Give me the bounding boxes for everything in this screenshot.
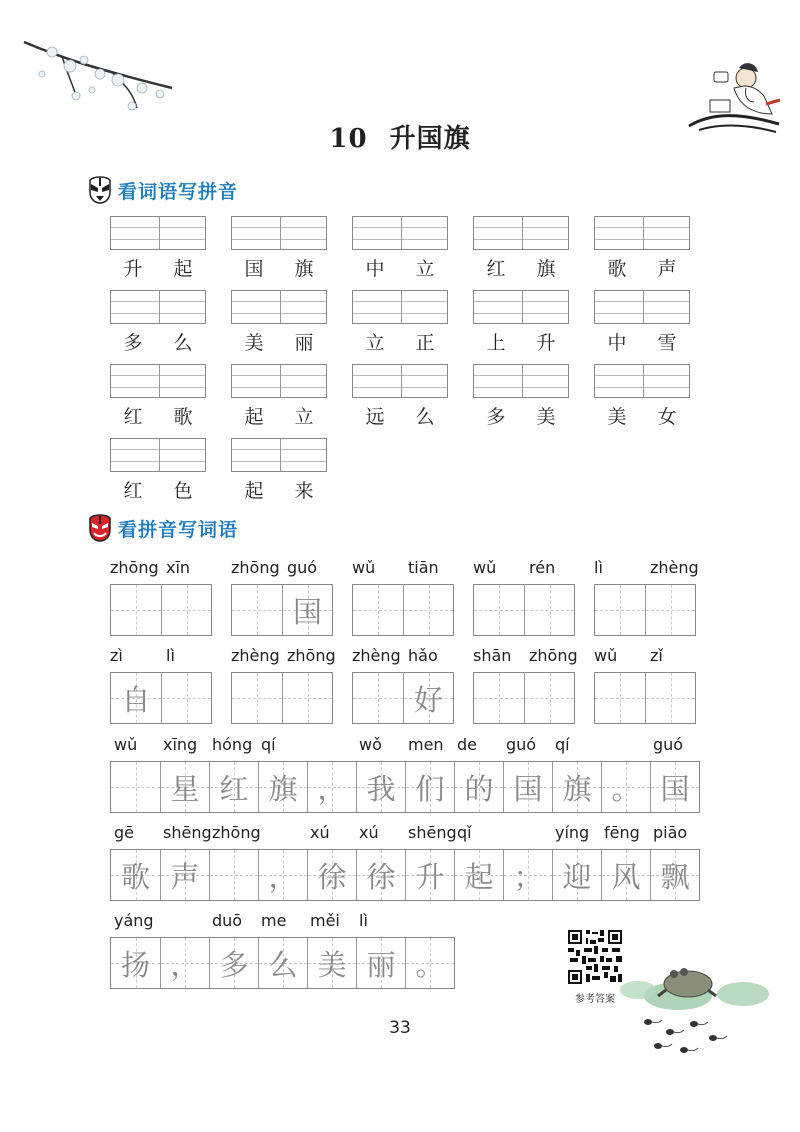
character-cell[interactable] [595,673,645,723]
pinyin-label: de [457,735,477,754]
character-cell[interactable] [232,673,282,723]
pinyin-label: zì [110,646,123,665]
vocab-word [229,254,329,281]
given-character: 国 [292,594,322,629]
vocab-char: 多 [123,332,143,354]
character-grid [594,584,696,636]
pinyin-label: yíng [555,823,590,842]
vocab-word [471,402,571,429]
vocab-word [229,402,329,429]
section-header-text: 看拼音写词语 [118,518,239,541]
sentence-cell[interactable] [160,850,209,900]
sentence-cell[interactable] [258,762,307,812]
sentence-cell[interactable] [405,938,454,988]
opera-mask-black-icon [88,176,112,204]
given-character: 扬 [120,947,150,982]
vocab-char: 来 [294,480,314,502]
pinyin-label: xú [359,823,379,842]
character-cell[interactable] [111,585,161,635]
pinyin-label: wǔ [594,646,618,665]
vocab-char: 色 [173,480,193,502]
vocab-char: 美 [607,406,627,428]
character-grid [231,672,333,724]
pinyin-label: zhèng [352,646,401,665]
sentence-cell[interactable] [356,850,405,900]
given-character: 飘 [660,859,690,894]
pinyin-label: hǎo [408,646,438,665]
character-cell[interactable] [524,585,574,635]
pinyin-answer-box[interactable] [473,290,569,324]
section-header-words [88,514,238,542]
lesson-title [0,118,800,155]
given-character: 们 [415,771,445,806]
sentence-cell[interactable] [307,762,356,812]
vocab-word [350,328,450,355]
sentence-cell[interactable] [209,850,258,900]
vocab-char: 远 [365,406,385,428]
vocab-char: 么 [173,332,193,354]
character-cell[interactable] [645,585,695,635]
vocab-char: 红 [123,480,143,502]
character-cell[interactable] [282,585,332,635]
given-character: ， [268,859,298,894]
given-character: 国 [660,771,690,806]
vocab-char: 升 [123,258,143,280]
vocab-char: 上 [486,332,506,354]
pinyin-label: shān [473,646,512,665]
pinyin-label: qǐ [457,823,472,842]
vocab-char: 起 [244,406,264,428]
character-cell[interactable] [111,673,161,723]
pinyin-label: lì [166,646,175,665]
section-header-text: 看词语写拼音 [118,180,239,203]
character-cell[interactable] [403,673,453,723]
sentence-grid [110,761,700,813]
given-character: 风 [611,859,641,894]
given-character: ， [170,947,200,982]
given-character: 红 [219,771,249,806]
vocab-word [592,402,692,429]
vocab-char: 起 [173,258,193,280]
pinyin-label: shēng [408,823,457,842]
character-cell[interactable] [353,673,403,723]
vocab-char: 红 [486,258,506,280]
pinyin-answer-box[interactable] [352,216,448,250]
pinyin-label: zhōng [212,823,261,842]
vocab-word [592,328,692,355]
given-character: 迎 [562,859,592,894]
given-character: 丽 [366,947,396,982]
pinyin-label: zhōng [231,558,280,577]
character-cell[interactable] [161,673,211,723]
pinyin-label: piāo [653,823,688,842]
pinyin-label: zhōng [287,646,336,665]
character-cell[interactable] [474,673,524,723]
given-character: 。 [611,771,641,806]
sentence-cell[interactable] [405,762,454,812]
qr-code-icon [566,928,624,986]
pinyin-label: guó [506,735,537,754]
given-character: 起 [464,859,494,894]
pinyin-label: me [261,911,287,930]
sentence-cell[interactable] [111,938,160,988]
vocab-word [471,254,571,281]
pinyin-label: qí [261,735,276,754]
vocab-char: 声 [657,258,677,280]
pinyin-label: duō [212,911,243,930]
vocab-char: 红 [123,406,143,428]
pinyin-label: guó [653,735,684,754]
sentence-cell[interactable] [111,850,160,900]
sentence-cell[interactable] [650,850,699,900]
character-cell[interactable] [474,585,524,635]
given-character: 星 [170,771,200,806]
sentence-cell[interactable] [552,762,601,812]
pinyin-answer-box[interactable] [594,364,690,398]
given-character: 么 [268,947,298,982]
vocab-char: 正 [415,332,435,354]
given-character: 。 [415,947,445,982]
pinyin-label: lì [594,558,603,577]
character-grid [473,672,575,724]
pinyin-label: zhōng [529,646,578,665]
given-character: 旗 [268,771,298,806]
sentence-cell[interactable] [356,938,405,988]
vocab-word [108,328,208,355]
pinyin-label: rén [529,558,556,577]
section-header-pinyin [88,176,238,204]
given-character: 美 [317,947,347,982]
pinyin-label: wǔ [352,558,376,577]
pinyin-label: měi [310,911,340,930]
sentence-cell[interactable] [601,762,650,812]
pinyin-label: zhèng [231,646,280,665]
pinyin-label: xīng [163,735,198,754]
vocab-char: 起 [244,480,264,502]
vocab-word [108,476,208,503]
character-grid [110,672,212,724]
vocab-char: 立 [294,406,314,428]
given-character: 歌 [120,859,150,894]
lesson-title-text: 升国旗 [389,124,471,154]
pinyin-answer-box[interactable] [231,216,327,250]
vocab-char: 丽 [294,332,314,354]
pinyin-label: lì [359,911,368,930]
vocab-char: 歌 [173,406,193,428]
pinyin-label: xú [310,823,330,842]
vocab-char: 中 [365,258,385,280]
vocab-char: 中 [607,332,627,354]
given-character: 升 [415,859,445,894]
pinyin-answer-box[interactable] [473,216,569,250]
vocab-char: 美 [536,406,556,428]
character-grid [352,672,454,724]
character-grid [473,584,575,636]
sentence-cell[interactable] [503,762,552,812]
pinyin-label: fēng [604,823,640,842]
pinyin-label: guó [287,558,318,577]
vocab-char: 歌 [607,258,627,280]
vocab-char: 旗 [536,258,556,280]
given-character: 旗 [562,771,592,806]
plum-branch-illustration [22,38,182,128]
given-character: 徐 [366,859,396,894]
opera-mask-red-icon [88,514,112,542]
vocab-word [108,402,208,429]
character-grid [352,584,454,636]
character-cell[interactable] [353,585,403,635]
sentence-cell[interactable] [454,850,503,900]
given-character: ， [317,771,347,806]
pinyin-answer-box[interactable] [110,216,206,250]
given-character: 我 [366,771,396,806]
sentence-cell[interactable] [160,938,209,988]
sentence-cell[interactable] [209,762,258,812]
character-cell[interactable] [403,585,453,635]
given-character: ； [513,859,543,894]
pinyin-label: gē [114,823,134,842]
character-cell[interactable] [282,673,332,723]
pinyin-label: shēng [163,823,212,842]
vocab-word [108,254,208,281]
pinyin-label: zhōng [110,558,159,577]
page-number: 33 [389,1018,411,1038]
pinyin-answer-box[interactable] [110,290,206,324]
pinyin-answer-box[interactable] [231,290,327,324]
sentence-cell[interactable] [601,850,650,900]
vocab-char: 旗 [294,258,314,280]
vocab-word [229,328,329,355]
vocab-word [350,402,450,429]
sentence-grid [110,937,455,989]
vocab-char: 雪 [657,332,677,354]
pinyin-answer-box[interactable] [231,438,327,472]
pinyin-answer-box[interactable] [594,216,690,250]
character-grid [110,584,212,636]
sentence-cell[interactable] [405,850,454,900]
pinyin-answer-box[interactable] [110,438,206,472]
vocab-char: 立 [365,332,385,354]
sentence-cell[interactable] [454,762,503,812]
sentence-cell[interactable] [356,762,405,812]
sentence-cell[interactable] [503,850,552,900]
pinyin-answer-box[interactable] [110,364,206,398]
pinyin-label: zhèng [650,558,699,577]
lesson-number: 10 [329,124,368,154]
character-cell[interactable] [645,673,695,723]
character-cell[interactable] [595,585,645,635]
vocab-word [471,328,571,355]
pinyin-answer-box[interactable] [594,290,690,324]
given-character: 多 [219,947,249,982]
pinyin-answer-box[interactable] [473,364,569,398]
character-cell[interactable] [232,585,282,635]
pinyin-answer-box[interactable] [231,364,327,398]
sentence-cell[interactable] [650,762,699,812]
sentence-grid [110,849,700,901]
sentence-cell[interactable] [209,938,258,988]
character-grid [231,584,333,636]
given-character: 的 [464,771,494,806]
character-cell[interactable] [161,585,211,635]
vocab-word [229,476,329,503]
vocab-char: 多 [486,406,506,428]
pinyin-label: men [408,735,444,754]
vocab-word [592,254,692,281]
sentence-cell[interactable] [552,850,601,900]
character-grid [594,672,696,724]
vocab-char: 美 [244,332,264,354]
given-character: 声 [170,859,200,894]
pinyin-label: wǒ [359,735,382,754]
frog-lotus-illustration [618,966,778,1066]
vocab-char: 么 [415,406,435,428]
vocab-char: 女 [657,406,677,428]
given-character: 自 [121,682,151,717]
given-character: 国 [513,771,543,806]
vocab-char: 国 [244,258,264,280]
sentence-cell[interactable] [307,938,356,988]
character-cell[interactable] [524,673,574,723]
sentence-cell[interactable] [160,762,209,812]
sentence-cell[interactable] [258,850,307,900]
pinyin-answer-box[interactable] [352,364,448,398]
given-character: 徐 [317,859,347,894]
vocab-word [350,254,450,281]
vocab-char: 升 [536,332,556,354]
pinyin-label: zǐ [650,646,663,665]
pinyin-label: xīn [166,558,191,577]
sentence-cell[interactable] [307,850,356,900]
sentence-cell[interactable] [111,762,160,812]
sentence-cell[interactable] [258,938,307,988]
vocab-char: 立 [415,258,435,280]
pinyin-label: wǔ [473,558,497,577]
given-character: 好 [413,682,443,717]
pinyin-label: yáng [114,911,154,930]
pinyin-label: qí [555,735,570,754]
pinyin-label: tiān [408,558,439,577]
pinyin-answer-box[interactable] [352,290,448,324]
qr-caption: 参考答案 [575,994,615,1005]
pinyin-label: wǔ [114,735,138,754]
pinyin-label: hóng [212,735,253,754]
